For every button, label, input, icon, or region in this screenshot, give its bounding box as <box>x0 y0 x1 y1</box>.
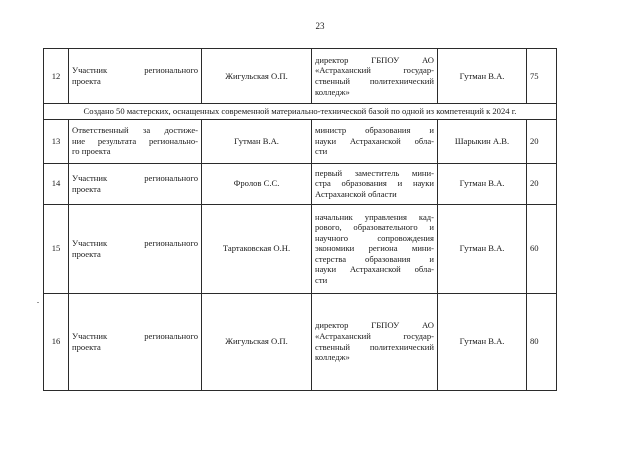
position-line: «Астраханский государ- <box>315 331 434 341</box>
role-line: го проекта <box>72 146 111 157</box>
role-cell <box>69 204 202 293</box>
position-line: начальник управления кад- <box>315 211 434 222</box>
name-cell: Тартаковская О.Н. <box>202 204 312 293</box>
quantity-cell: 60 <box>527 204 557 293</box>
quantity-cell: 80 <box>527 293 557 390</box>
supervisor-cell: Гутман В.А. <box>438 204 527 293</box>
role-cell <box>69 293 202 390</box>
position-line: сти <box>315 146 328 157</box>
table-row <box>44 204 557 293</box>
responsibility-table <box>43 48 557 391</box>
supervisor-cell: Гутман В.А. <box>438 293 527 390</box>
position-line: стерства образования и <box>315 253 434 264</box>
scan-speck <box>37 302 39 303</box>
section-title: Создано 50 мастерских, оснащенных современной материально-технической базой по одной из компетенций к 2024 г. <box>44 104 557 120</box>
position-line: колледж» <box>315 352 350 363</box>
row-number-cell: 16 <box>44 293 69 390</box>
row-number-cell: 12 <box>44 49 69 104</box>
supervisor-cell: Шарыкин А.В. <box>438 119 527 163</box>
section-header-row <box>44 104 557 120</box>
position-line: ственный политехнический <box>315 76 434 86</box>
position-line: науки Астраханской обла- <box>315 264 434 275</box>
role-line: проекта <box>72 248 101 259</box>
position-cell <box>312 204 438 293</box>
role-line: проекта <box>72 76 101 86</box>
role-line: Участник регионального <box>72 173 198 183</box>
position-cell <box>312 49 438 104</box>
position-line: научного сопровождения <box>315 232 434 243</box>
name-cell: Гутман В.А. <box>202 119 312 163</box>
quantity-cell: 20 <box>527 163 557 204</box>
position-cell <box>312 119 438 163</box>
position-cell <box>312 163 438 204</box>
role-line: Ответственный за достиже- <box>72 125 198 136</box>
table-row <box>44 49 557 104</box>
position-cell <box>312 293 438 390</box>
table-body <box>44 49 557 391</box>
quantity-cell: 20 <box>527 119 557 163</box>
position-line: рового, образовательного и <box>315 222 434 233</box>
row-number-cell: 15 <box>44 204 69 293</box>
supervisor-cell: Гутман В.А. <box>438 49 527 104</box>
row-number-cell: 14 <box>44 163 69 204</box>
role-cell <box>69 163 202 204</box>
row-number-cell: 13 <box>44 119 69 163</box>
position-line: первый заместитель мини- <box>315 167 434 178</box>
supervisor-cell: Гутман В.А. <box>438 163 527 204</box>
position-line: экономики региона мини- <box>315 243 434 254</box>
role-line: Участник регионального <box>72 331 198 341</box>
table-row <box>44 293 557 390</box>
name-cell: Фролов С.С. <box>202 163 312 204</box>
table-row <box>44 119 557 163</box>
table-row <box>44 163 557 204</box>
role-line: проекта <box>72 183 101 194</box>
page-number: 23 <box>315 21 325 31</box>
role-line: Участник регионального <box>72 238 198 248</box>
role-cell <box>69 49 202 104</box>
name-cell: Жигульская О.П. <box>202 293 312 390</box>
role-line: проекта <box>72 341 101 352</box>
position-line: директор ГБПОУ АО <box>315 320 434 331</box>
position-line: ственный политехнический <box>315 341 434 352</box>
role-cell <box>69 119 202 163</box>
role-line: Участник регионального <box>72 65 198 76</box>
position-line: сти <box>315 275 328 286</box>
name-cell: Жигульская О.П. <box>202 49 312 104</box>
position-line: министр образования и <box>315 125 434 136</box>
position-line: науки Астраханской обла- <box>315 135 434 146</box>
position-line: директор ГБПОУ АО <box>315 54 434 65</box>
quantity-cell: 75 <box>527 49 557 104</box>
position-line: «Астраханский государ- <box>315 65 434 76</box>
role-line: ние результата регионально- <box>72 135 198 146</box>
position-line: Астраханской области <box>315 188 397 199</box>
position-line: колледж» <box>315 86 350 97</box>
position-line: стра образования и науки <box>315 178 434 189</box>
